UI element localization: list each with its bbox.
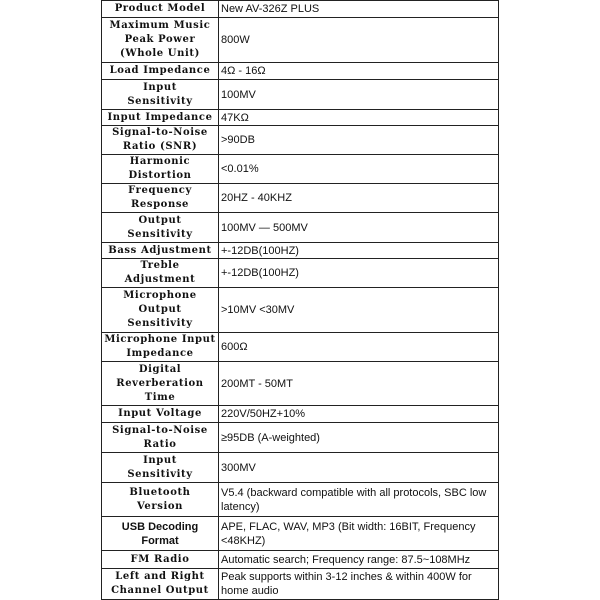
spec-row xyxy=(102,1,499,18)
spec-label-line: Sensitivity xyxy=(127,228,193,240)
spec-value: 600Ω xyxy=(219,333,499,362)
spec-value: +-12DB(100HZ) xyxy=(219,243,499,259)
spec-label xyxy=(102,569,219,600)
spec-label-line: Channel Output xyxy=(111,585,209,596)
spec-label-line: Left and Right xyxy=(115,571,205,582)
spec-value: 300MV xyxy=(219,453,499,483)
spec-label xyxy=(102,155,219,184)
spec-row xyxy=(102,288,499,333)
spec-label xyxy=(102,243,219,259)
spec-label-line: Sensitivity xyxy=(127,95,193,107)
spec-value: <0.01% xyxy=(219,155,499,184)
spec-label-line: Harmonic xyxy=(129,156,191,167)
spec-label-line: FM Radio xyxy=(130,553,190,565)
spec-label-line: Impedance xyxy=(126,348,194,359)
spec-value: V5.4 (backward compatible with all protocols, SBC low latency) xyxy=(219,483,499,517)
spec-label-line: Input Voltage xyxy=(118,408,202,419)
spec-label-line: Ratio (SNR) xyxy=(122,141,198,152)
spec-row xyxy=(102,483,499,517)
spec-label xyxy=(102,333,219,362)
spec-row xyxy=(102,453,499,483)
spec-row xyxy=(102,569,499,600)
spec-label-line: Input Impedance xyxy=(107,111,213,123)
spec-label-line: Bluetooth xyxy=(129,486,191,498)
spec-row xyxy=(102,184,499,213)
spec-label-line: Bass Adjustment xyxy=(108,244,212,256)
spec-table-body xyxy=(102,1,499,600)
spec-label xyxy=(102,80,219,110)
spec-row xyxy=(102,423,499,453)
spec-row xyxy=(102,155,499,184)
spec-label xyxy=(102,551,219,569)
spec-value: 200MT - 50MT xyxy=(219,362,499,406)
spec-label-line: Time xyxy=(144,391,176,403)
spec-label-line: Product Model xyxy=(114,3,206,14)
spec-row xyxy=(102,110,499,126)
spec-label xyxy=(102,259,219,288)
spec-label-line: Maximum Music xyxy=(109,20,211,31)
spec-value: 20HZ - 40KHZ xyxy=(219,184,499,213)
spec-label-line: Peak Power xyxy=(124,34,196,45)
spec-label-line: USB Decoding xyxy=(121,520,199,533)
spec-value: 4Ω - 16Ω xyxy=(219,63,499,80)
spec-label-line: Adjustment xyxy=(124,274,196,285)
spec-value: APE, FLAC, WAV, MP3 (Bit width: 16BIT, Frequency <48KHZ) xyxy=(219,517,499,551)
spec-row xyxy=(102,80,499,110)
spec-row xyxy=(102,213,499,243)
spec-label-line: Sensitivity xyxy=(127,468,193,480)
spec-value: 47KΩ xyxy=(219,110,499,126)
spec-label xyxy=(102,423,219,453)
spec-label xyxy=(102,453,219,483)
spec-value: 220V/50HZ+10% xyxy=(219,406,499,423)
spec-label-line: Reverberation xyxy=(116,377,204,389)
spec-label-line: Response xyxy=(130,199,190,210)
spec-value: New AV-326Z PLUS xyxy=(219,1,499,18)
spec-row xyxy=(102,551,499,569)
spec-label-line: Input xyxy=(143,81,177,93)
spec-value: +-12DB(100HZ) xyxy=(219,259,499,288)
spec-label xyxy=(102,362,219,406)
spec-row xyxy=(102,362,499,406)
spec-label xyxy=(102,288,219,333)
spec-value: ≥95DB (A-weighted) xyxy=(219,423,499,453)
spec-row xyxy=(102,243,499,259)
spec-label-line: Load Impedance xyxy=(109,65,211,76)
spec-label xyxy=(102,184,219,213)
spec-value: Peak supports within 3-12 inches & within 400W for home audio xyxy=(219,569,499,600)
spec-row xyxy=(102,126,499,155)
spec-label-line: Digital xyxy=(138,363,182,375)
spec-label xyxy=(102,1,219,18)
spec-label xyxy=(102,126,219,155)
spec-label-line: Ratio xyxy=(143,438,177,450)
spec-label-line: Microphone Input xyxy=(104,334,216,345)
spec-value: Automatic search; Frequency range: 87.5~108MHz xyxy=(219,551,499,569)
spec-label-line: Sensitivity xyxy=(127,318,193,329)
spec-value: >10MV <30MV xyxy=(219,288,499,333)
spec-value: 100MV xyxy=(219,80,499,110)
spec-label-line: Signal-to-Noise xyxy=(112,424,208,436)
spec-label-line: Signal-to-Noise xyxy=(112,127,208,138)
spec-label-line: Input xyxy=(143,454,177,466)
spec-label-line: Microphone xyxy=(123,290,197,301)
spec-row xyxy=(102,18,499,63)
spec-label-line: Output xyxy=(138,214,182,226)
spec-label-line: Treble xyxy=(140,260,180,271)
spec-row xyxy=(102,517,499,551)
spec-label-line: Distortion xyxy=(128,170,192,181)
spec-label xyxy=(102,213,219,243)
spec-row xyxy=(102,63,499,80)
spec-label xyxy=(102,110,219,126)
spec-label xyxy=(102,406,219,423)
spec-label xyxy=(102,517,219,551)
spec-label xyxy=(102,63,219,80)
spec-row xyxy=(102,259,499,288)
spec-label-line: Output xyxy=(138,304,182,315)
spec-label-line: Version xyxy=(136,500,184,512)
spec-value: >90DB xyxy=(219,126,499,155)
spec-label-line: (Whole Unit) xyxy=(120,48,200,59)
spec-row xyxy=(102,333,499,362)
spec-value: 800W xyxy=(219,18,499,63)
spec-row xyxy=(102,406,499,423)
spec-table xyxy=(101,0,499,600)
spec-value: 100MV — 500MV xyxy=(219,213,499,243)
spec-label xyxy=(102,18,219,63)
spec-label-line: Format xyxy=(141,534,179,547)
spec-label xyxy=(102,483,219,517)
spec-label-line: Frequency xyxy=(128,185,192,196)
